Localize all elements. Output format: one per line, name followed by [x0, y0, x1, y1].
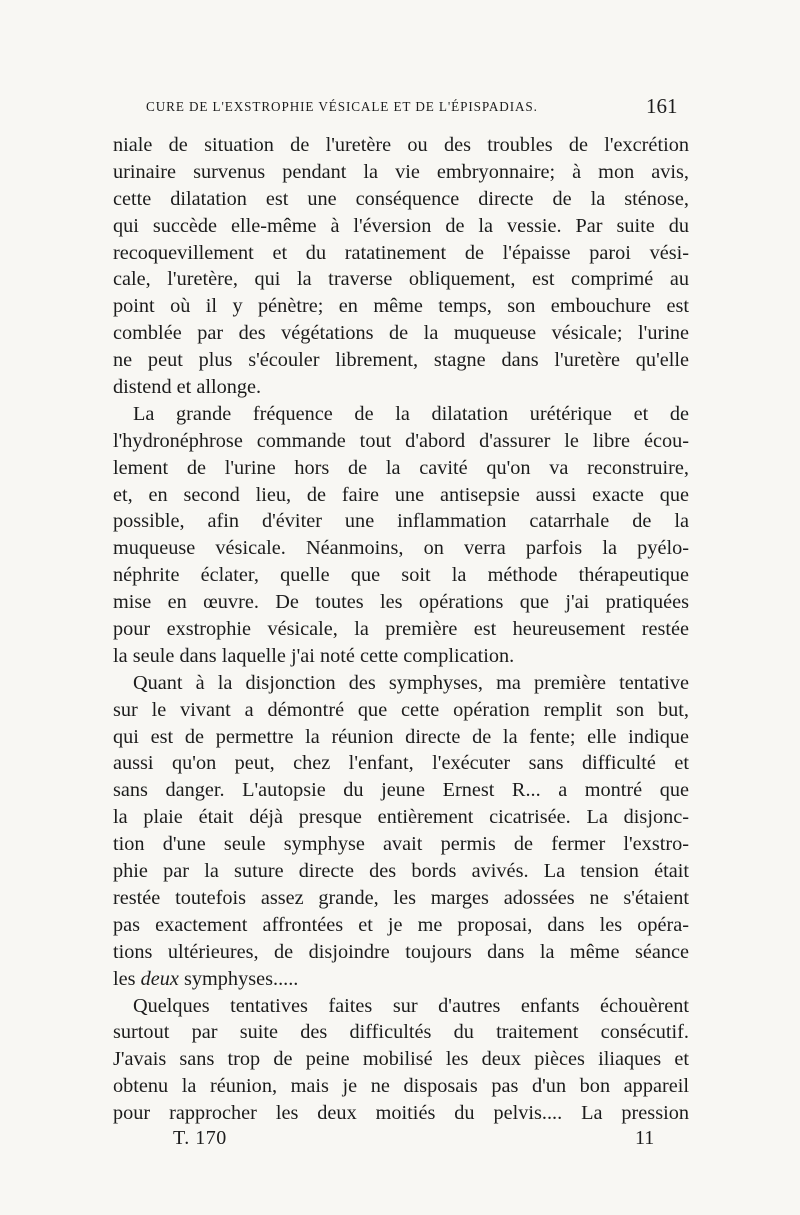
text-line: recoquevillement et du ratatinement de l'épaisse paroi vési-: [113, 241, 689, 264]
text-line-with-italic: [113, 966, 689, 993]
text-line: pour exstrophie vésicale, la première est heureusement restée: [113, 618, 689, 641]
text-line: surtout par suite des difficultés du traitement consécutif.: [113, 1021, 689, 1044]
text-line: la seule dans laquelle j'ai noté cette complication.: [113, 644, 515, 667]
text-line: qui est de permettre la réunion directe de la fente; elle indique: [113, 725, 689, 748]
text-line: pour rapprocher les deux moitiés du pelvis.... La pression: [113, 1102, 689, 1125]
line-end: symphyses.....: [183, 967, 299, 990]
paragraph-first-line: Quelques tentatives faites sur d'autres enfants échouèrent: [133, 994, 689, 1017]
text-line: comblée par des végétations de la muqueuse vésicale; l'urine: [113, 322, 689, 345]
text-line: néphrite éclater, quelle que soit la méthode thérapeutique: [113, 564, 689, 587]
text-line: tion d'une seule symphyse avait permis de fermer l'exstro-: [113, 833, 689, 856]
text-line: urinaire survenus pendant la vie embryonnaire; à mon avis,: [113, 160, 689, 183]
text-line: et, en second lieu, de faire une antisepsie aussi exacte que: [113, 483, 689, 506]
paragraph-first-line: La grande fréquence de la dilatation urétérique et de: [133, 402, 689, 425]
text-line: phie par la suture directe des bords avivés. La tension était: [113, 860, 689, 883]
text-line: sur le vivant a démontré que cette opération remplit son but,: [113, 698, 689, 721]
italic-word: deux: [140, 967, 179, 990]
text-line: muqueuse vésicale. Néanmoins, on verra parfois la pyélo-: [113, 537, 689, 560]
text-line: J'avais sans trop de peine mobilisé les deux pièces iliaques et: [113, 1048, 689, 1071]
text-line: niale de situation de l'uretère ou des troubles de l'excrétion: [113, 134, 689, 156]
running-head: CURE DE L'EXSTROPHIE VÉSICALE ET DE L'ÉPISPADIAS.: [146, 99, 538, 114]
text-line: lement de l'urine hors de la cavité qu'on va reconstruire,: [113, 456, 689, 479]
text-line: sans danger. L'autopsie du jeune Ernest R... a montré que: [113, 779, 689, 802]
text-line: cale, l'uretère, qui la traverse obliquement, est comprimé au: [113, 268, 689, 291]
body-text: [113, 132, 689, 1127]
text-line: possible, afin d'éviter une inflammation catarrhale de la: [113, 510, 689, 533]
text-line: cette dilatation est une conséquence directe de la sténose,: [113, 187, 689, 210]
text-line: pas exactement affrontées et je me proposai, dans les opéra-: [113, 913, 689, 936]
gathering-number: 11: [635, 1127, 655, 1149]
paragraph-first-line: Quant à la disjonction des symphyses, ma première tentative: [133, 671, 689, 694]
text-line: ne peut plus s'écouler librement, stagne dans l'uretère qu'elle: [113, 349, 689, 372]
text-line: l'hydronéphrose commande tout d'abord d'assurer le libre écou-: [113, 429, 689, 452]
line-start: les: [113, 967, 136, 990]
text-line: qui succède elle-même à l'éversion de la vessie. Par suite du: [113, 214, 689, 237]
page-number: 161: [646, 94, 678, 118]
text-line: point où il y pénètre; en même temps, son embouchure est: [113, 295, 689, 318]
text-line: obtenu la réunion, mais je ne disposais pas d'un bon appareil: [113, 1075, 689, 1098]
signature-mark: T. 170: [173, 1127, 227, 1149]
text-line: mise en œuvre. De toutes les opérations que j'ai pratiquées: [113, 591, 689, 614]
text-line: restée toutefois assez grande, les marges adossées ne s'étaient: [113, 886, 689, 909]
text-line: la plaie était déjà presque entièrement cicatrisée. La disjonc-: [113, 806, 689, 829]
text-line: distend et allonge.: [113, 376, 262, 399]
text-line: aussi qu'on peut, chez l'enfant, l'exécuter sans difficulté et: [113, 752, 689, 775]
text-line: tions ultérieures, de disjoindre toujours dans la même séance: [113, 940, 689, 963]
